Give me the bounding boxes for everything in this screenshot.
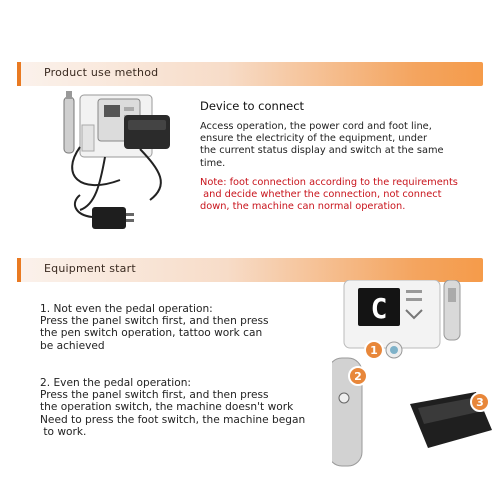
step-line: be achieved (40, 339, 105, 352)
section1-heading: Device to connect (200, 99, 305, 113)
pen-switch (339, 393, 349, 403)
banner-accent (17, 258, 21, 282)
display-digit: C (370, 292, 388, 325)
note-line: down, the machine can normal operation. (200, 201, 406, 213)
equipment-start-illustration (332, 280, 492, 470)
step-line: 2. Even the pedal operation: (40, 377, 191, 389)
banner-title: Equipment start (44, 262, 136, 275)
step-line: the pen switch operation, tattoo work can (40, 327, 263, 340)
step-line: Press the panel switch first, and then press (40, 315, 269, 328)
section-banner-product-use (17, 62, 483, 86)
step-line: the operation switch, the machine doesn't work (40, 401, 294, 414)
power-adapter (92, 207, 126, 229)
note-line: Note: foot connection according to the requirements (200, 177, 458, 188)
note-line: and decide whether the connection, not connect (200, 189, 442, 201)
section-banner-equipment-start (17, 258, 483, 282)
callout-2-label: 2 (354, 370, 362, 383)
step2-text (40, 377, 340, 438)
device-connection-illustration (20, 85, 200, 265)
body-line: Access operation, the power cord and foot line, (200, 121, 432, 132)
body-line: time. (200, 157, 226, 169)
section1-note (200, 177, 490, 214)
callout-1-label: 1 (370, 344, 378, 357)
step-line: Press the panel switch first, and then press (40, 389, 269, 402)
body-line: the current status display and switch at the same (200, 145, 444, 157)
banner-title: Product use method (44, 66, 159, 79)
callout-3-label: 3 (476, 396, 484, 409)
banner-accent (17, 62, 21, 86)
tattoo-pen (64, 97, 74, 153)
body-line: ensure the electricity of the equipment, under (200, 133, 427, 145)
step-line: to work. (40, 425, 87, 438)
step-line: 1. Not even the pedal operation: (40, 303, 213, 315)
step-line: Need to press the foot switch, the machine began (40, 413, 306, 426)
section1-body (200, 121, 490, 170)
step1-text (40, 303, 340, 352)
